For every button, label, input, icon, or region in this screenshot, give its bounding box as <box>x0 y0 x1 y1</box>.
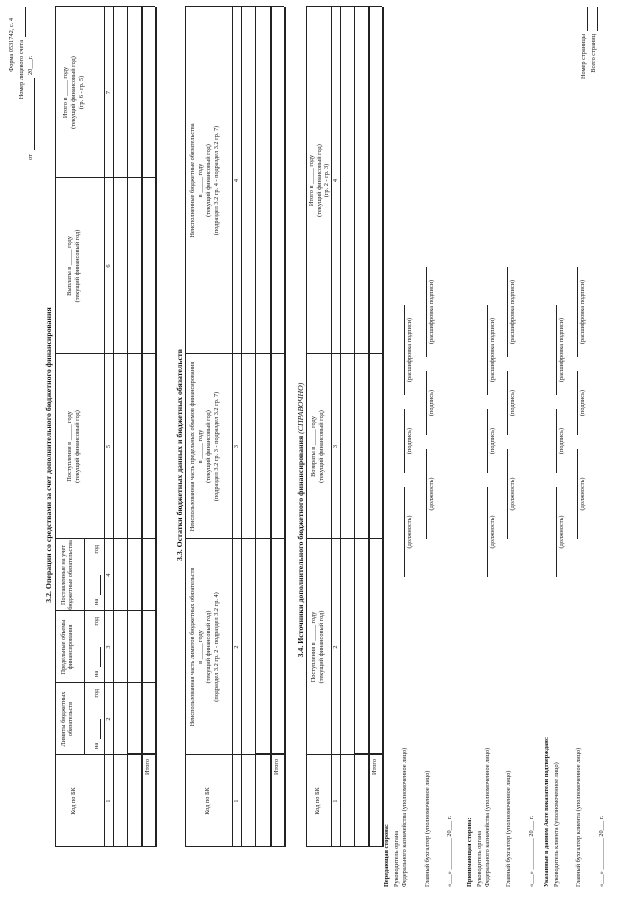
section-3-4-title <box>296 175 305 865</box>
ruk-organa-label: Руководитель органа <box>393 831 400 887</box>
col-num: 4 <box>105 573 112 577</box>
limits-god: год <box>93 689 100 698</box>
caption-dolzhnost: (должность) <box>558 515 565 549</box>
col-num: 3 <box>233 444 240 449</box>
col-num: 1 <box>105 799 112 803</box>
col-num: 3 <box>332 444 339 449</box>
row-total: Итого <box>273 759 280 775</box>
caption-rasshifrovka: (расшифровка подписи) <box>558 317 565 383</box>
col-postup: Поступления в _____ году <box>310 611 317 683</box>
col-vozvrat: Возвраты в _____ году <box>310 416 317 477</box>
col-vypl-note: (текущий финансовый год) <box>74 229 81 303</box>
col-neisp-limits-note: (текущий финансовый год) <box>205 610 212 684</box>
col-itogo-formula: (гр. 2 - гр. 3) <box>323 163 330 198</box>
glav-buh-klienta-label: Главный бухгалтер клиента (уполномоченное лицо) <box>575 747 582 887</box>
account-number-label: Номер лицевого счета <box>18 40 25 100</box>
caption-dolzhnost: (должность) <box>428 477 435 511</box>
col-kod-bk: Код по БК <box>314 787 321 815</box>
col-postup-note: (текущий финансовый год) <box>318 610 325 684</box>
col-neisp-obyaz-note: (текущий финансовый год) <box>205 144 212 217</box>
col-limits: Лимиты бюджетных обязательств <box>60 691 75 747</box>
peredayuschaya-label: Передающая сторона: <box>383 824 390 887</box>
caption-podpis: (подпись) <box>579 389 586 417</box>
caption-podpis: (подпись) <box>428 389 435 417</box>
col-num: 2 <box>105 717 112 721</box>
caption-dolzhnost: (должность) <box>579 477 586 511</box>
form-code: Форма 0531742, с. 4 <box>8 18 15 72</box>
col-neisp-limits: Неиспользованная часть лимитов бюджетных обязательств <box>189 567 196 727</box>
caption-rasshifrovka: (расшифровка подписи) <box>406 317 413 383</box>
limits-na: на <box>93 742 100 749</box>
account-date-from: от <box>27 154 34 160</box>
col-kod-bk: Код по БК <box>204 787 211 815</box>
col-num: 3 <box>105 645 112 649</box>
col-num: 6 <box>105 264 112 268</box>
col-vozvrat-note: (текущий финансовый год) <box>318 410 325 483</box>
pages-total-label: Всего страниц <box>590 34 597 73</box>
caption-podpis: (подпись) <box>558 427 565 455</box>
col-neisp-obyaz-formula: (подраздел 3.2 гр. 4 - подраздел 3.2 гр. 7) <box>213 125 220 236</box>
col-num: 4 <box>332 178 339 183</box>
predel-na: на <box>93 670 100 677</box>
predel-god: год <box>93 617 100 626</box>
date-line: «___» __________ 20___ г. <box>528 815 535 887</box>
date-line: «___» __________ 20___ г. <box>598 815 605 887</box>
section-3-3-title: 3.3. Остатки бюджетных данных и бюджетных обязательств <box>175 349 184 561</box>
section-3-4-title-text: 3.4. Источники дополнительного бюджетного финансирования <box>296 435 305 658</box>
caption-rasshifrovka: (расшифровка подписи) <box>579 279 586 345</box>
col-neisp-obyaz-year: в _____ году <box>197 163 204 198</box>
date-line: «___» __________ 20___ г. <box>446 815 453 887</box>
caption-rasshifrovka: (расшифровка подписи) <box>489 317 496 383</box>
ruk-organa-label: Руководитель органа <box>476 831 483 887</box>
ruk-organa-label2: Федерального казначейства (уполномоченное лицо) <box>401 747 408 887</box>
caption-podpis: (подпись) <box>509 389 516 417</box>
section-3-2-title: 3.2. Операции со средствами за счет дополнительного бюджетного финансирования <box>44 307 53 603</box>
col-neisp-limits-formula: (подраздел 3.2 гр. 2 - подраздел 3.2 гр. 4) <box>213 592 220 702</box>
caption-rasshifrovka: (расшифровка подписи) <box>509 279 516 345</box>
caption-dolzhnost: (должность) <box>489 515 496 549</box>
col-itogo-note: (текущий финансовый год) <box>70 56 77 129</box>
col-neisp-predel-formula: (подраздел 3.2 гр. 3 - подраздел 3.2 гр. 7) <box>213 391 220 502</box>
col-num: 1 <box>233 799 240 803</box>
col-postup: Поступления в _____ году <box>66 411 73 482</box>
postavl-na: на <box>93 598 100 605</box>
col-itogo: Итого в _____ году <box>62 66 69 119</box>
ruk-organa-label2: Федерального казначейства (уполномоченное лицо) <box>484 747 491 887</box>
caption-dolzhnost: (должность) <box>509 477 516 511</box>
prinimayuschaya-label: Принимающая сторона: <box>466 817 473 887</box>
row-total: Итого <box>371 759 378 775</box>
col-itogo-formula: (гр. 6 - гр. 5) <box>78 75 85 110</box>
col-neisp-limits-year: в _____ году <box>197 630 204 664</box>
col-itogo: Итого в _____ году <box>308 154 315 207</box>
row-total: Итого <box>144 759 151 775</box>
col-num: 4 <box>233 178 240 183</box>
glav-buh-label: Главный бухгалтер (уполномоченное лицо) <box>505 770 512 887</box>
col-vypl: Выплаты в _____ году <box>66 236 73 296</box>
col-itogo-note: (текущий финансовый год) <box>316 144 323 217</box>
col-kod-bk: Код по БК <box>70 787 77 815</box>
confirm-label: Указанные в данном Акте показатели подтверждаю: <box>543 736 550 887</box>
caption-podpis: (подпись) <box>489 427 496 455</box>
col-num: 2 <box>233 645 240 649</box>
col-postup-note: (текущий финансовый год) <box>74 410 81 483</box>
caption-rasshifrovka: (расшифровка подписи) <box>428 279 435 345</box>
caption-dolzhnost: (должность) <box>406 515 413 549</box>
page-number-label: Номер страницы <box>580 34 587 79</box>
col-neisp-predel: Неиспользованная часть предельных объемов финансирования <box>189 361 196 532</box>
col-predel: Предельные объемы финансирования <box>60 619 75 675</box>
col-postavl: Поставленные на учет бюджетные обязательства <box>60 540 75 610</box>
col-num: 2 <box>332 645 339 649</box>
col-neisp-predel-year: в _____ году <box>197 429 204 464</box>
col-neisp-predel-note: (текущий финансовый год) <box>205 410 212 483</box>
col-num: 1 <box>332 799 339 803</box>
postavl-god: год <box>93 545 100 554</box>
account-date-year: 20___г. <box>27 55 34 75</box>
caption-podpis: (подпись) <box>406 427 413 455</box>
col-num: 5 <box>105 444 112 449</box>
glav-buh-label: Главный бухгалтер (уполномоченное лицо) <box>424 770 431 887</box>
col-num: 7 <box>105 90 112 95</box>
section-3-4-note: (СПРАВОЧНО) <box>296 382 305 434</box>
col-neisp-obyaz: Неисполненные бюджетные обязательства <box>189 123 196 238</box>
ruk-klienta-label: Руководитель клиента (уполномоченное лицо) <box>553 762 560 887</box>
